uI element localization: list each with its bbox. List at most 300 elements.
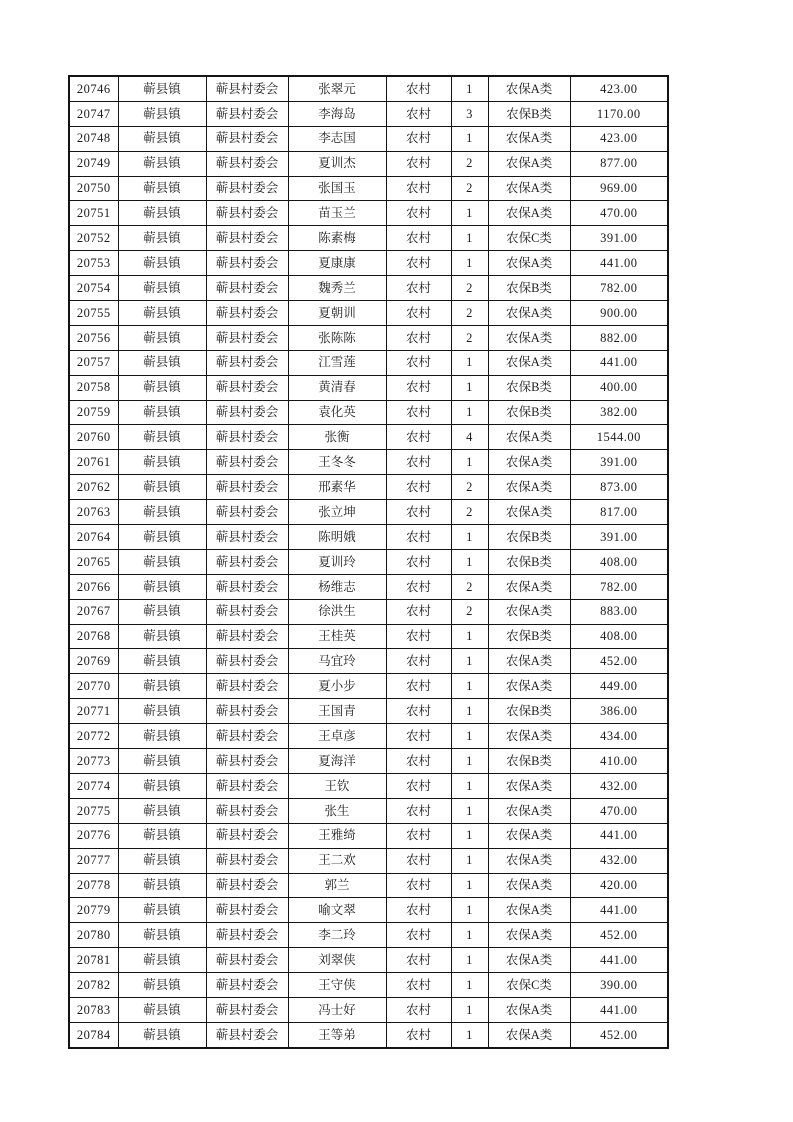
cell-village-committee: 蕲县村委会 (206, 500, 288, 525)
table-row (69, 375, 668, 400)
cell-person-name: 李志国 (288, 126, 386, 151)
cell-serial-number: 20755 (69, 301, 118, 326)
cell-person-count: 1 (451, 699, 488, 724)
cell-town: 蕲县镇 (118, 898, 206, 923)
cell-town: 蕲县镇 (118, 798, 206, 823)
cell-insurance-category: 农保B类 (488, 525, 570, 550)
cell-person-count: 1 (451, 848, 488, 873)
cell-town: 蕲县镇 (118, 724, 206, 749)
cell-serial-number: 20783 (69, 997, 118, 1022)
cell-amount: 391.00 (570, 226, 668, 251)
cell-person-count: 1 (451, 724, 488, 749)
table-row (69, 176, 668, 201)
cell-residence-type: 农村 (386, 276, 451, 301)
cell-residence-type: 农村 (386, 375, 451, 400)
cell-person-name: 江雪莲 (288, 350, 386, 375)
cell-insurance-category: 农保A类 (488, 948, 570, 973)
cell-insurance-category: 农保A类 (488, 251, 570, 276)
cell-person-name: 王等弟 (288, 1022, 386, 1047)
cell-residence-type: 农村 (386, 101, 451, 126)
cell-insurance-category: 农保A类 (488, 176, 570, 201)
cell-person-count: 1 (451, 76, 488, 101)
table-row (69, 599, 668, 624)
cell-residence-type: 农村 (386, 798, 451, 823)
cell-person-count: 1 (451, 226, 488, 251)
cell-person-name: 苗玉兰 (288, 201, 386, 226)
cell-residence-type: 农村 (386, 151, 451, 176)
cell-insurance-category: 农保A类 (488, 798, 570, 823)
cell-person-name: 李海岛 (288, 101, 386, 126)
cell-person-count: 1 (451, 674, 488, 699)
table-row (69, 624, 668, 649)
cell-serial-number: 20761 (69, 450, 118, 475)
cell-insurance-category: 农保A类 (488, 724, 570, 749)
cell-village-committee: 蕲县村委会 (206, 375, 288, 400)
cell-town: 蕲县镇 (118, 525, 206, 550)
cell-amount: 441.00 (570, 251, 668, 276)
cell-village-committee: 蕲县村委会 (206, 325, 288, 350)
cell-amount: 470.00 (570, 798, 668, 823)
cell-person-name: 夏康康 (288, 251, 386, 276)
cell-person-count: 2 (451, 301, 488, 326)
cell-serial-number: 20748 (69, 126, 118, 151)
cell-person-count: 2 (451, 176, 488, 201)
cell-amount: 400.00 (570, 375, 668, 400)
table-row (69, 76, 668, 101)
cell-village-committee: 蕲县村委会 (206, 873, 288, 898)
cell-residence-type: 农村 (386, 450, 451, 475)
cell-village-committee: 蕲县村委会 (206, 674, 288, 699)
cell-amount: 423.00 (570, 76, 668, 101)
cell-serial-number: 20746 (69, 76, 118, 101)
cell-residence-type: 农村 (386, 624, 451, 649)
cell-town: 蕲县镇 (118, 649, 206, 674)
cell-village-committee: 蕲县村委会 (206, 76, 288, 101)
table-row (69, 450, 668, 475)
table-row (69, 425, 668, 450)
cell-person-count: 1 (451, 1022, 488, 1047)
cell-residence-type: 农村 (386, 425, 451, 450)
table-row (69, 400, 668, 425)
cell-village-committee: 蕲县村委会 (206, 276, 288, 301)
cell-town: 蕲县镇 (118, 848, 206, 873)
table-row (69, 475, 668, 500)
cell-village-committee: 蕲县村委会 (206, 599, 288, 624)
cell-residence-type: 农村 (386, 350, 451, 375)
cell-amount: 883.00 (570, 599, 668, 624)
cell-insurance-category: 农保C类 (488, 226, 570, 251)
cell-residence-type: 农村 (386, 823, 451, 848)
table-row (69, 773, 668, 798)
cell-serial-number: 20751 (69, 201, 118, 226)
cell-residence-type: 农村 (386, 549, 451, 574)
table-row (69, 276, 668, 301)
cell-residence-type: 农村 (386, 475, 451, 500)
cell-town: 蕲县镇 (118, 873, 206, 898)
cell-person-name: 王钦 (288, 773, 386, 798)
cell-serial-number: 20752 (69, 226, 118, 251)
cell-serial-number: 20753 (69, 251, 118, 276)
cell-person-name: 刘翠侠 (288, 948, 386, 973)
cell-person-count: 1 (451, 798, 488, 823)
cell-person-name: 张翠元 (288, 76, 386, 101)
cell-residence-type: 农村 (386, 176, 451, 201)
table-row (69, 749, 668, 774)
cell-serial-number: 20773 (69, 749, 118, 774)
cell-town: 蕲县镇 (118, 126, 206, 151)
cell-insurance-category: 农保A类 (488, 674, 570, 699)
cell-serial-number: 20749 (69, 151, 118, 176)
cell-village-committee: 蕲县村委会 (206, 101, 288, 126)
cell-person-name: 冯士好 (288, 997, 386, 1022)
cell-amount: 408.00 (570, 549, 668, 574)
cell-amount: 441.00 (570, 997, 668, 1022)
cell-town: 蕲县镇 (118, 599, 206, 624)
cell-serial-number: 20754 (69, 276, 118, 301)
cell-amount: 882.00 (570, 325, 668, 350)
cell-residence-type: 农村 (386, 699, 451, 724)
cell-residence-type: 农村 (386, 1022, 451, 1047)
cell-town: 蕲县镇 (118, 500, 206, 525)
cell-amount: 452.00 (570, 1022, 668, 1047)
cell-person-name: 夏训杰 (288, 151, 386, 176)
cell-amount: 410.00 (570, 749, 668, 774)
table-row (69, 574, 668, 599)
cell-insurance-category: 农保A类 (488, 773, 570, 798)
table-row (69, 873, 668, 898)
cell-town: 蕲县镇 (118, 276, 206, 301)
cell-village-committee: 蕲县村委会 (206, 823, 288, 848)
cell-serial-number: 20756 (69, 325, 118, 350)
cell-amount: 470.00 (570, 201, 668, 226)
cell-residence-type: 农村 (386, 226, 451, 251)
cell-person-count: 1 (451, 525, 488, 550)
cell-amount: 391.00 (570, 450, 668, 475)
cell-person-name: 王雅绮 (288, 823, 386, 848)
table-row (69, 549, 668, 574)
cell-insurance-category: 农保A类 (488, 923, 570, 948)
cell-person-name: 邢素华 (288, 475, 386, 500)
table-row (69, 350, 668, 375)
cell-town: 蕲县镇 (118, 76, 206, 101)
cell-town: 蕲县镇 (118, 450, 206, 475)
table-row (69, 724, 668, 749)
cell-insurance-category: 农保A类 (488, 201, 570, 226)
cell-person-count: 1 (451, 749, 488, 774)
cell-person-name: 徐洪生 (288, 599, 386, 624)
cell-insurance-category: 农保B类 (488, 375, 570, 400)
cell-serial-number: 20763 (69, 500, 118, 525)
cell-amount: 449.00 (570, 674, 668, 699)
cell-village-committee: 蕲县村委会 (206, 898, 288, 923)
cell-insurance-category: 农保B类 (488, 624, 570, 649)
cell-amount: 1544.00 (570, 425, 668, 450)
cell-insurance-category: 农保A类 (488, 898, 570, 923)
cell-insurance-category: 农保A类 (488, 151, 570, 176)
table-row (69, 126, 668, 151)
cell-serial-number: 20762 (69, 475, 118, 500)
cell-person-count: 1 (451, 823, 488, 848)
cell-serial-number: 20765 (69, 549, 118, 574)
cell-person-name: 夏训玲 (288, 549, 386, 574)
cell-person-name: 王守侠 (288, 973, 386, 998)
cell-insurance-category: 农保A类 (488, 425, 570, 450)
cell-insurance-category: 农保B类 (488, 101, 570, 126)
cell-town: 蕲县镇 (118, 997, 206, 1022)
table-row (69, 101, 668, 126)
table-row (69, 1022, 668, 1047)
cell-person-count: 1 (451, 201, 488, 226)
table-row (69, 500, 668, 525)
cell-person-name: 张生 (288, 798, 386, 823)
cell-village-committee: 蕲县村委会 (206, 201, 288, 226)
cell-amount: 452.00 (570, 923, 668, 948)
cell-residence-type: 农村 (386, 126, 451, 151)
cell-town: 蕲县镇 (118, 350, 206, 375)
cell-serial-number: 20771 (69, 699, 118, 724)
cell-town: 蕲县镇 (118, 325, 206, 350)
cell-residence-type: 农村 (386, 500, 451, 525)
cell-residence-type: 农村 (386, 251, 451, 276)
cell-village-committee: 蕲县村委会 (206, 798, 288, 823)
table-row (69, 674, 668, 699)
cell-person-count: 1 (451, 997, 488, 1022)
cell-person-count: 1 (451, 375, 488, 400)
cell-residence-type: 农村 (386, 76, 451, 101)
cell-village-committee: 蕲县村委会 (206, 1022, 288, 1047)
cell-person-count: 1 (451, 923, 488, 948)
cell-residence-type: 农村 (386, 400, 451, 425)
cell-person-count: 1 (451, 898, 488, 923)
cell-town: 蕲县镇 (118, 176, 206, 201)
cell-amount: 900.00 (570, 301, 668, 326)
cell-amount: 782.00 (570, 574, 668, 599)
table-row (69, 525, 668, 550)
cell-amount: 432.00 (570, 773, 668, 798)
cell-town: 蕲县镇 (118, 151, 206, 176)
cell-amount: 386.00 (570, 699, 668, 724)
table-row (69, 798, 668, 823)
cell-village-committee: 蕲县村委会 (206, 549, 288, 574)
table-row (69, 923, 668, 948)
cell-insurance-category: 农保A类 (488, 1022, 570, 1047)
cell-town: 蕲县镇 (118, 574, 206, 599)
cell-residence-type: 农村 (386, 773, 451, 798)
cell-person-count: 1 (451, 773, 488, 798)
table-row (69, 848, 668, 873)
cell-village-committee: 蕲县村委会 (206, 226, 288, 251)
cell-serial-number: 20760 (69, 425, 118, 450)
cell-insurance-category: 农保A类 (488, 126, 570, 151)
cell-village-committee: 蕲县村委会 (206, 848, 288, 873)
cell-town: 蕲县镇 (118, 400, 206, 425)
cell-person-name: 王卓彦 (288, 724, 386, 749)
cell-town: 蕲县镇 (118, 201, 206, 226)
cell-residence-type: 农村 (386, 923, 451, 948)
cell-person-name: 夏海洋 (288, 749, 386, 774)
cell-town: 蕲县镇 (118, 674, 206, 699)
cell-insurance-category: 农保C类 (488, 973, 570, 998)
cell-town: 蕲县镇 (118, 948, 206, 973)
cell-serial-number: 20781 (69, 948, 118, 973)
cell-village-committee: 蕲县村委会 (206, 350, 288, 375)
cell-town: 蕲县镇 (118, 699, 206, 724)
cell-insurance-category: 农保A类 (488, 350, 570, 375)
cell-amount: 434.00 (570, 724, 668, 749)
cell-person-name: 杨维志 (288, 574, 386, 599)
cell-amount: 969.00 (570, 176, 668, 201)
cell-residence-type: 农村 (386, 201, 451, 226)
cell-person-name: 王桂英 (288, 624, 386, 649)
cell-person-count: 1 (451, 350, 488, 375)
cell-person-count: 2 (451, 599, 488, 624)
cell-amount: 817.00 (570, 500, 668, 525)
cell-person-count: 1 (451, 400, 488, 425)
cell-serial-number: 20774 (69, 773, 118, 798)
cell-serial-number: 20775 (69, 798, 118, 823)
cell-insurance-category: 农保A类 (488, 500, 570, 525)
cell-serial-number: 20757 (69, 350, 118, 375)
cell-village-committee: 蕲县村委会 (206, 400, 288, 425)
cell-village-committee: 蕲县村委会 (206, 126, 288, 151)
cell-person-count: 1 (451, 549, 488, 574)
cell-residence-type: 农村 (386, 997, 451, 1022)
cell-person-count: 1 (451, 126, 488, 151)
cell-serial-number: 20768 (69, 624, 118, 649)
cell-amount: 382.00 (570, 400, 668, 425)
cell-person-name: 马宜玲 (288, 649, 386, 674)
cell-person-count: 2 (451, 475, 488, 500)
cell-town: 蕲县镇 (118, 101, 206, 126)
cell-town: 蕲县镇 (118, 549, 206, 574)
cell-insurance-category: 农保B类 (488, 699, 570, 724)
cell-person-name: 夏小步 (288, 674, 386, 699)
cell-insurance-category: 农保A类 (488, 301, 570, 326)
cell-village-committee: 蕲县村委会 (206, 724, 288, 749)
cell-person-name: 陈素梅 (288, 226, 386, 251)
cell-residence-type: 农村 (386, 724, 451, 749)
cell-person-count: 1 (451, 251, 488, 276)
cell-town: 蕲县镇 (118, 624, 206, 649)
cell-residence-type: 农村 (386, 948, 451, 973)
cell-residence-type: 农村 (386, 749, 451, 774)
cell-person-name: 张国玉 (288, 176, 386, 201)
cell-insurance-category: 农保A类 (488, 649, 570, 674)
cell-person-name: 魏秀兰 (288, 276, 386, 301)
cell-amount: 452.00 (570, 649, 668, 674)
table-row (69, 898, 668, 923)
cell-village-committee: 蕲县村委会 (206, 699, 288, 724)
cell-insurance-category: 农保B类 (488, 400, 570, 425)
cell-village-committee: 蕲县村委会 (206, 749, 288, 774)
cell-town: 蕲县镇 (118, 425, 206, 450)
cell-person-name: 王二欢 (288, 848, 386, 873)
table-row (69, 251, 668, 276)
cell-town: 蕲县镇 (118, 973, 206, 998)
table-row (69, 823, 668, 848)
cell-residence-type: 农村 (386, 325, 451, 350)
table-row (69, 325, 668, 350)
cell-village-committee: 蕲县村委会 (206, 301, 288, 326)
cell-residence-type: 农村 (386, 898, 451, 923)
cell-residence-type: 农村 (386, 525, 451, 550)
cell-insurance-category: 农保A类 (488, 450, 570, 475)
cell-person-name: 张立坤 (288, 500, 386, 525)
cell-serial-number: 20776 (69, 823, 118, 848)
cell-town: 蕲县镇 (118, 475, 206, 500)
cell-amount: 420.00 (570, 873, 668, 898)
cell-town: 蕲县镇 (118, 301, 206, 326)
cell-residence-type: 农村 (386, 848, 451, 873)
cell-village-committee: 蕲县村委会 (206, 251, 288, 276)
table-row (69, 997, 668, 1022)
cell-person-name: 张陈陈 (288, 325, 386, 350)
cell-village-committee: 蕲县村委会 (206, 624, 288, 649)
cell-village-committee: 蕲县村委会 (206, 997, 288, 1022)
cell-serial-number: 20770 (69, 674, 118, 699)
cell-residence-type: 农村 (386, 599, 451, 624)
cell-town: 蕲县镇 (118, 251, 206, 276)
table-row (69, 226, 668, 251)
table-row (69, 973, 668, 998)
cell-residence-type: 农村 (386, 873, 451, 898)
cell-person-count: 2 (451, 574, 488, 599)
cell-village-committee: 蕲县村委会 (206, 525, 288, 550)
cell-person-count: 1 (451, 624, 488, 649)
table-row (69, 301, 668, 326)
cell-person-name: 夏朝训 (288, 301, 386, 326)
cell-person-name: 王冬冬 (288, 450, 386, 475)
cell-village-committee: 蕲县村委会 (206, 425, 288, 450)
cell-amount: 441.00 (570, 898, 668, 923)
cell-insurance-category: 农保B类 (488, 549, 570, 574)
cell-serial-number: 20764 (69, 525, 118, 550)
cell-insurance-category: 农保A类 (488, 873, 570, 898)
cell-amount: 391.00 (570, 525, 668, 550)
cell-amount: 1170.00 (570, 101, 668, 126)
table-row (69, 948, 668, 973)
cell-residence-type: 农村 (386, 649, 451, 674)
cell-village-committee: 蕲县村委会 (206, 649, 288, 674)
cell-town: 蕲县镇 (118, 226, 206, 251)
cell-amount: 441.00 (570, 948, 668, 973)
table-row (69, 699, 668, 724)
table-row (69, 649, 668, 674)
cell-village-committee: 蕲县村委会 (206, 973, 288, 998)
cell-town: 蕲县镇 (118, 375, 206, 400)
cell-serial-number: 20747 (69, 101, 118, 126)
cell-serial-number: 20782 (69, 973, 118, 998)
cell-amount: 432.00 (570, 848, 668, 873)
cell-town: 蕲县镇 (118, 923, 206, 948)
cell-amount: 408.00 (570, 624, 668, 649)
cell-town: 蕲县镇 (118, 749, 206, 774)
table-row (69, 151, 668, 176)
cell-person-count: 1 (451, 973, 488, 998)
cell-serial-number: 20766 (69, 574, 118, 599)
cell-residence-type: 农村 (386, 574, 451, 599)
cell-insurance-category: 农保A类 (488, 997, 570, 1022)
cell-serial-number: 20778 (69, 873, 118, 898)
cell-serial-number: 20784 (69, 1022, 118, 1047)
cell-serial-number: 20759 (69, 400, 118, 425)
cell-person-count: 2 (451, 276, 488, 301)
cell-serial-number: 20750 (69, 176, 118, 201)
cell-amount: 782.00 (570, 276, 668, 301)
cell-insurance-category: 农保B类 (488, 749, 570, 774)
cell-residence-type: 农村 (386, 301, 451, 326)
cell-serial-number: 20758 (69, 375, 118, 400)
